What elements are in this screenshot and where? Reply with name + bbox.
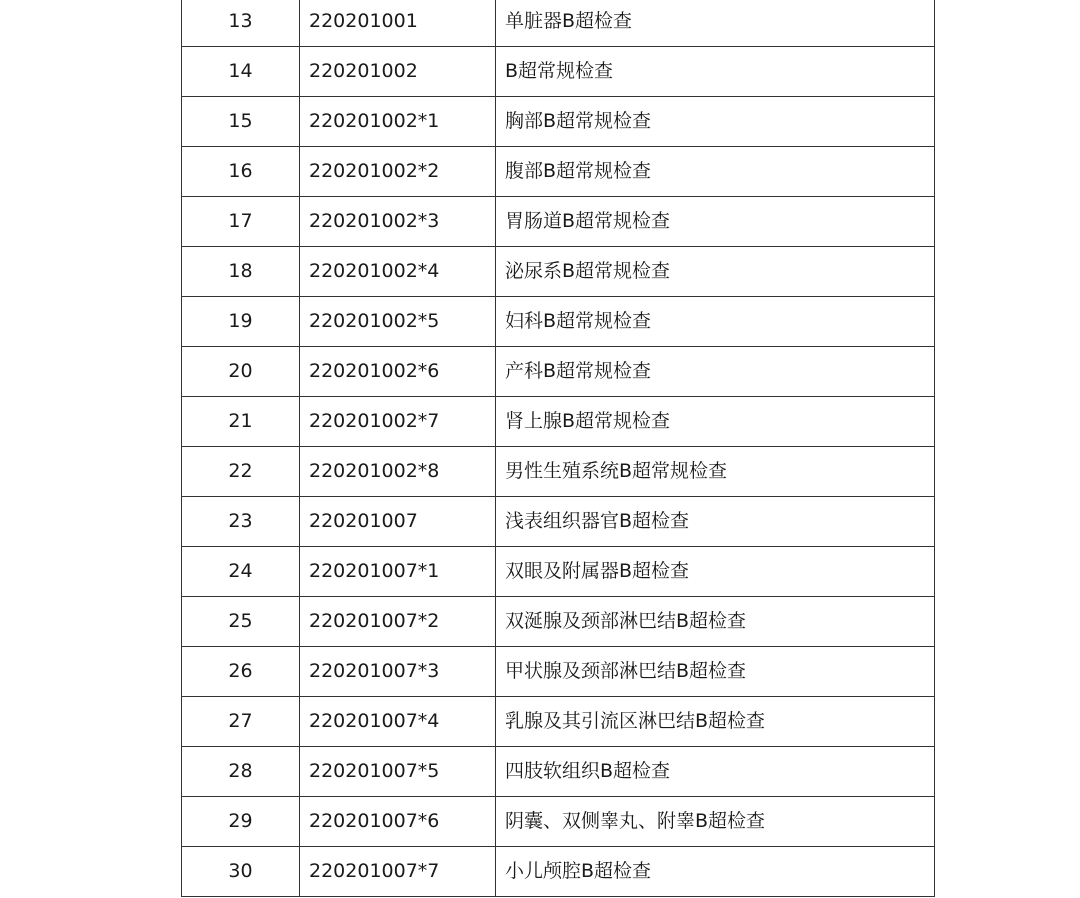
item-name: 阴囊、双侧睾丸、附睾B超检查 <box>496 797 935 847</box>
item-code: 220201002*6 <box>300 347 496 397</box>
item-code: 220201002*8 <box>300 447 496 497</box>
row-index: 26 <box>182 647 300 697</box>
item-name: 妇科B超常规检查 <box>496 297 935 347</box>
table-row <box>182 597 935 647</box>
row-index: 15 <box>182 97 300 147</box>
item-code: 220201007*1 <box>300 547 496 597</box>
item-name: 甲状腺及颈部淋巴结B超检查 <box>496 647 935 697</box>
item-code: 220201002*2 <box>300 147 496 197</box>
item-code: 220201001 <box>300 0 496 47</box>
item-name: 乳腺及其引流区淋巴结B超检查 <box>496 697 935 747</box>
table-row <box>182 297 935 347</box>
row-index: 28 <box>182 747 300 797</box>
item-name: 泌尿系B超常规检查 <box>496 247 935 297</box>
item-name: 胃肠道B超常规检查 <box>496 197 935 247</box>
item-name: 男性生殖系统B超常规检查 <box>496 447 935 497</box>
table-row <box>182 0 935 47</box>
item-name: 浅表组织器官B超检查 <box>496 497 935 547</box>
row-index: 18 <box>182 247 300 297</box>
item-name: 双涎腺及颈部淋巴结B超检查 <box>496 597 935 647</box>
item-code: 220201007*3 <box>300 647 496 697</box>
table-row <box>182 847 935 897</box>
item-code: 220201002*5 <box>300 297 496 347</box>
item-code: 220201007*4 <box>300 697 496 747</box>
row-index: 13 <box>182 0 300 47</box>
row-index: 30 <box>182 847 300 897</box>
item-code: 220201002*1 <box>300 97 496 147</box>
item-name: 双眼及附属器B超检查 <box>496 547 935 597</box>
item-code: 220201007*5 <box>300 747 496 797</box>
row-index: 23 <box>182 497 300 547</box>
table-row <box>182 797 935 847</box>
table-row <box>182 647 935 697</box>
table-row <box>182 197 935 247</box>
item-name: 单脏器B超检查 <box>496 0 935 47</box>
item-code: 220201007*6 <box>300 797 496 847</box>
item-name: 腹部B超常规检查 <box>496 147 935 197</box>
row-index: 20 <box>182 347 300 397</box>
table-row <box>182 247 935 297</box>
row-index: 21 <box>182 397 300 447</box>
row-index: 25 <box>182 597 300 647</box>
item-code: 220201002*3 <box>300 197 496 247</box>
row-index: 22 <box>182 447 300 497</box>
item-code: 220201007*2 <box>300 597 496 647</box>
table-row <box>182 347 935 397</box>
table-row <box>182 697 935 747</box>
item-name: 四肢软组织B超检查 <box>496 747 935 797</box>
item-code: 220201007*7 <box>300 847 496 897</box>
table-row <box>182 397 935 447</box>
item-name: 产科B超常规检查 <box>496 347 935 397</box>
item-name: 小儿颅腔B超检查 <box>496 847 935 897</box>
exam-items-table <box>181 0 935 897</box>
item-code: 220201002*7 <box>300 397 496 447</box>
row-index: 17 <box>182 197 300 247</box>
table-row <box>182 147 935 197</box>
row-index: 16 <box>182 147 300 197</box>
table-row <box>182 97 935 147</box>
table-row <box>182 497 935 547</box>
row-index: 29 <box>182 797 300 847</box>
item-code: 220201007 <box>300 497 496 547</box>
item-name: 胸部B超常规检查 <box>496 97 935 147</box>
row-index: 24 <box>182 547 300 597</box>
table-row <box>182 547 935 597</box>
row-index: 27 <box>182 697 300 747</box>
table-row <box>182 447 935 497</box>
table-row <box>182 47 935 97</box>
table-row <box>182 747 935 797</box>
row-index: 19 <box>182 297 300 347</box>
item-code: 220201002*4 <box>300 247 496 297</box>
row-index: 14 <box>182 47 300 97</box>
item-name: B超常规检查 <box>496 47 935 97</box>
item-name: 肾上腺B超常规检查 <box>496 397 935 447</box>
item-code: 220201002 <box>300 47 496 97</box>
exam-items-table-container <box>181 0 935 897</box>
